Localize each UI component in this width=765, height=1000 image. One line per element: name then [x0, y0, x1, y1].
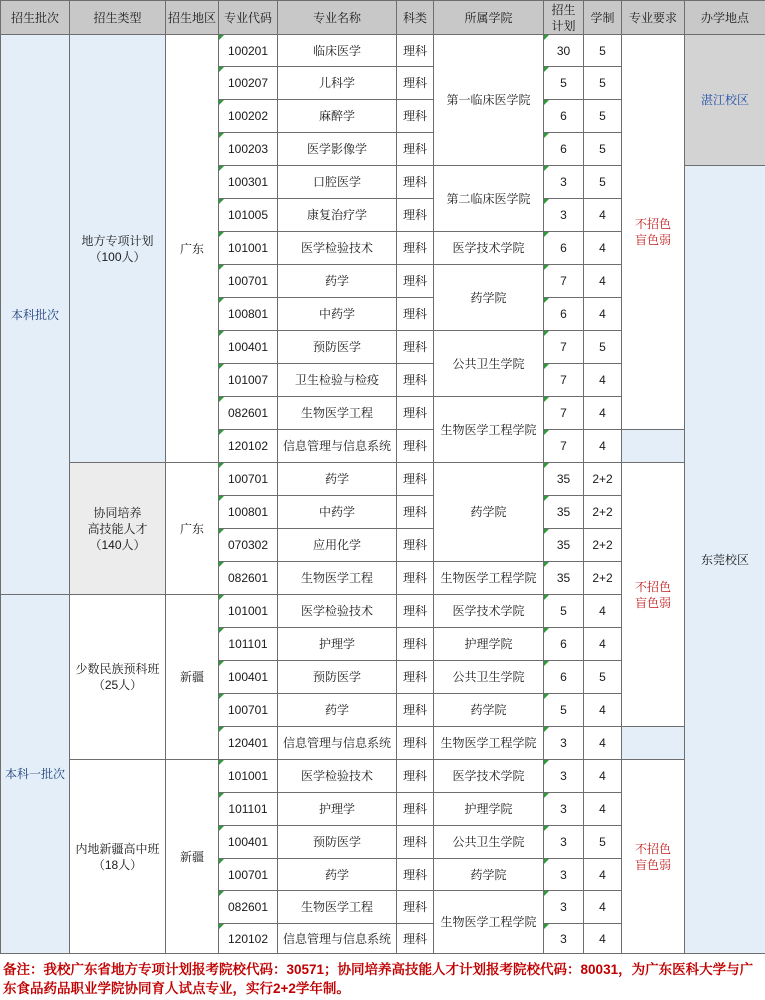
header-name: 专业名称 — [278, 1, 397, 35]
plan-cell: 3 — [544, 826, 584, 859]
header-region: 招生地区 — [166, 1, 219, 35]
name-cell: 信息管理与信息系统 — [278, 924, 397, 954]
college-cell-text: 公共卫生学院 — [452, 835, 525, 849]
plan-cell: 35 — [544, 496, 584, 529]
plan-cell: 3 — [544, 891, 584, 924]
header-plan-line2: 计划 — [551, 18, 576, 33]
subject-cell: 理科 — [397, 694, 434, 727]
campus-cell-dongguan — [685, 166, 765, 954]
name-cell: 预防医学 — [278, 331, 397, 364]
years-cell: 5 — [584, 331, 622, 364]
code-cell: 101101 — [219, 793, 278, 826]
header-college: 所属学院 — [434, 1, 544, 35]
subject-cell: 理科 — [397, 891, 434, 924]
type-cell-xinjiang-text: 内地新疆高中班 — [75, 841, 160, 856]
name-cell: 康复治疗学 — [278, 199, 397, 232]
table-row — [1, 463, 765, 496]
region-cell-guangdong-2 — [166, 463, 219, 595]
years-cell: 4 — [584, 199, 622, 232]
subject-cell: 理科 — [397, 430, 434, 463]
plan-cell: 30 — [544, 35, 584, 67]
code-cell: 120102 — [219, 924, 278, 954]
college-cell — [434, 463, 544, 562]
name-cell: 护理学 — [278, 628, 397, 661]
name-cell: 卫生检验与检疫 — [278, 364, 397, 397]
years-cell: 5 — [584, 661, 622, 694]
college-cell — [434, 397, 544, 463]
years-cell: 4 — [584, 694, 622, 727]
years-cell: 5 — [584, 166, 622, 199]
years-cell: 4 — [584, 924, 622, 954]
type-cell-minority-text: （25人） — [92, 678, 143, 692]
college-cell-text: 药学院 — [470, 867, 507, 882]
requirement-cell — [622, 35, 685, 430]
code-cell: 100401 — [219, 661, 278, 694]
code-cell: 101001 — [219, 595, 278, 628]
table-body — [1, 35, 765, 954]
code-cell: 100701 — [219, 694, 278, 727]
campus-cell-zhanjiang-text: 湛江校区 — [700, 93, 749, 107]
college-cell-text: 药学院 — [470, 505, 507, 519]
subject-cell: 理科 — [397, 924, 434, 954]
name-cell: 预防医学 — [278, 826, 397, 859]
years-cell: 5 — [584, 826, 622, 859]
code-cell: 101001 — [219, 232, 278, 265]
years-cell: 4 — [584, 628, 622, 661]
subject-cell: 理科 — [397, 529, 434, 562]
subject-cell: 理科 — [397, 232, 434, 265]
college-cell — [434, 562, 544, 595]
code-cell: 100401 — [219, 826, 278, 859]
requirement-cell-text: 不招色盲色弱 — [634, 841, 671, 872]
subject-cell: 理科 — [397, 628, 434, 661]
plan-cell: 7 — [544, 364, 584, 397]
name-cell: 医学检验技术 — [278, 595, 397, 628]
plan-cell: 3 — [544, 924, 584, 954]
years-cell: 4 — [584, 397, 622, 430]
years-cell: 2+2 — [584, 562, 622, 595]
region-cell-xinjiang — [166, 595, 219, 760]
college-cell — [434, 595, 544, 628]
plan-cell: 6 — [544, 298, 584, 331]
college-cell-text: 生物医学工程学院 — [440, 571, 537, 585]
header-years: 学制 — [584, 1, 622, 35]
code-cell: 101101 — [219, 628, 278, 661]
subject-cell: 理科 — [397, 463, 434, 496]
header-code: 专业代码 — [219, 1, 278, 35]
subject-cell: 理科 — [397, 133, 434, 166]
name-cell: 药学 — [278, 694, 397, 727]
code-cell: 082601 — [219, 397, 278, 430]
college-cell — [434, 265, 544, 331]
subject-cell: 理科 — [397, 298, 434, 331]
college-cell-text: 生物医学工程学院 — [440, 736, 537, 750]
code-cell: 100701 — [219, 859, 278, 891]
code-cell: 100801 — [219, 496, 278, 529]
years-cell: 4 — [584, 430, 622, 463]
name-cell: 口腔医学 — [278, 166, 397, 199]
region-cell-guangdong-text: 广东 — [179, 241, 204, 256]
college-cell — [434, 232, 544, 265]
subject-cell: 理科 — [397, 793, 434, 826]
code-cell: 082601 — [219, 562, 278, 595]
subject-cell: 理科 — [397, 595, 434, 628]
name-cell: 中药学 — [278, 496, 397, 529]
years-cell: 5 — [584, 35, 622, 67]
code-cell: 101001 — [219, 760, 278, 793]
college-cell — [434, 628, 544, 661]
plan-cell: 6 — [544, 628, 584, 661]
college-cell — [434, 859, 544, 891]
requirement-empty-cell — [622, 430, 685, 463]
college-cell-text: 药学院 — [470, 703, 507, 717]
plan-cell: 6 — [544, 133, 584, 166]
years-cell: 4 — [584, 265, 622, 298]
subject-cell: 理科 — [397, 35, 434, 67]
college-cell-text: 药学院 — [470, 290, 507, 305]
subject-cell: 理科 — [397, 760, 434, 793]
type-cell-coop-text: （140人） — [89, 537, 146, 552]
name-cell: 医学检验技术 — [278, 760, 397, 793]
plan-cell: 3 — [544, 793, 584, 826]
years-cell: 2+2 — [584, 496, 622, 529]
batch-cell-bk1 — [1, 595, 70, 954]
table-row — [1, 760, 765, 793]
requirement-cell-text: 不招色盲色弱 — [634, 579, 671, 610]
subject-cell: 理科 — [397, 199, 434, 232]
name-cell: 中药学 — [278, 298, 397, 331]
requirement-empty-cell — [622, 727, 685, 760]
name-cell: 应用化学 — [278, 529, 397, 562]
code-cell: 100203 — [219, 133, 278, 166]
subject-cell: 理科 — [397, 100, 434, 133]
header-requirement: 专业要求 — [622, 1, 685, 35]
type-cell-minority — [70, 595, 166, 760]
plan-cell: 6 — [544, 232, 584, 265]
name-cell: 药学 — [278, 859, 397, 891]
years-cell: 5 — [584, 133, 622, 166]
name-cell: 信息管理与信息系统 — [278, 430, 397, 463]
region-cell-guangdong — [166, 35, 219, 463]
subject-cell: 理科 — [397, 826, 434, 859]
plan-cell: 35 — [544, 529, 584, 562]
requirement-cell-text: 不招色盲色弱 — [634, 217, 671, 247]
plan-cell: 5 — [544, 595, 584, 628]
college-cell-text: 医学技术学院 — [452, 241, 525, 255]
subject-cell: 理科 — [397, 265, 434, 298]
subject-cell: 理科 — [397, 166, 434, 199]
type-cell-coop-text: 协同培养 — [93, 505, 142, 520]
name-cell: 药学 — [278, 463, 397, 496]
years-cell: 4 — [584, 364, 622, 397]
subject-cell: 理科 — [397, 562, 434, 595]
subject-cell: 理科 — [397, 364, 434, 397]
plan-cell: 3 — [544, 727, 584, 760]
college-cell-text: 第二临床医学院 — [446, 191, 531, 206]
plan-cell: 5 — [544, 694, 584, 727]
subject-cell: 理科 — [397, 331, 434, 364]
region-cell-guangdong-2-text: 广东 — [179, 521, 204, 536]
college-cell — [434, 826, 544, 859]
name-cell: 生物医学工程 — [278, 891, 397, 924]
years-cell: 2+2 — [584, 463, 622, 496]
name-cell: 信息管理与信息系统 — [278, 727, 397, 760]
plan-cell: 35 — [544, 463, 584, 496]
subject-cell: 理科 — [397, 496, 434, 529]
type-cell-local-text: 地方专项计划 — [81, 233, 154, 248]
years-cell: 4 — [584, 891, 622, 924]
college-cell-text: 公共卫生学院 — [452, 670, 525, 684]
batch-cell-bk — [1, 35, 70, 595]
subject-cell: 理科 — [397, 859, 434, 891]
college-cell-text: 公共卫生学院 — [452, 356, 525, 371]
name-cell: 生物医学工程 — [278, 397, 397, 430]
plan-cell: 6 — [544, 100, 584, 133]
name-cell: 生物医学工程 — [278, 562, 397, 595]
years-cell: 5 — [584, 67, 622, 100]
type-cell-xinjiang-text: （18人） — [92, 857, 143, 872]
years-cell: 4 — [584, 727, 622, 760]
plan-cell: 3 — [544, 760, 584, 793]
batch-cell-bk1-text: 本科一批次 — [4, 767, 65, 781]
years-cell: 4 — [584, 793, 622, 826]
plan-cell: 7 — [544, 331, 584, 364]
college-cell — [434, 331, 544, 397]
college-cell — [434, 166, 544, 232]
code-cell: 100701 — [219, 265, 278, 298]
plan-cell: 35 — [544, 562, 584, 595]
name-cell: 预防医学 — [278, 661, 397, 694]
name-cell: 临床医学 — [278, 35, 397, 67]
code-cell: 100201 — [219, 35, 278, 67]
code-cell: 101005 — [219, 199, 278, 232]
type-cell-xinjiang — [70, 760, 166, 954]
years-cell: 2+2 — [584, 529, 622, 562]
college-cell — [434, 694, 544, 727]
plan-cell: 5 — [544, 67, 584, 100]
region-cell-xinjiang-text: 新疆 — [179, 670, 204, 684]
code-cell: 101007 — [219, 364, 278, 397]
header-campus: 办学地点 — [685, 1, 765, 35]
subject-cell: 理科 — [397, 661, 434, 694]
plan-cell: 3 — [544, 859, 584, 891]
college-cell — [434, 35, 544, 166]
table-row — [1, 35, 765, 67]
plan-cell: 7 — [544, 265, 584, 298]
plan-cell: 7 — [544, 430, 584, 463]
college-cell-text: 第一临床医学院 — [446, 93, 531, 107]
name-cell: 护理学 — [278, 793, 397, 826]
college-cell — [434, 727, 544, 760]
name-cell: 医学影像学 — [278, 133, 397, 166]
code-cell: 100202 — [219, 100, 278, 133]
subject-cell: 理科 — [397, 67, 434, 100]
subject-cell: 理科 — [397, 727, 434, 760]
plan-cell: 6 — [544, 661, 584, 694]
college-cell — [434, 661, 544, 694]
years-cell: 4 — [584, 298, 622, 331]
requirement-cell — [622, 463, 685, 727]
header-subject: 科类 — [397, 1, 434, 35]
header-row — [1, 1, 765, 35]
college-cell — [434, 891, 544, 954]
name-cell: 儿科学 — [278, 67, 397, 100]
batch-cell-bk-text: 本科批次 — [10, 307, 59, 322]
years-cell: 4 — [584, 595, 622, 628]
code-cell: 100301 — [219, 166, 278, 199]
college-cell-text: 医学技术学院 — [452, 604, 525, 618]
college-cell-text: 护理学院 — [464, 802, 513, 816]
college-cell-text: 医学技术学院 — [452, 769, 525, 783]
type-cell-local — [70, 35, 166, 463]
header-type: 招生类型 — [70, 1, 166, 35]
college-cell-text: 护理学院 — [464, 637, 513, 651]
region-cell-xinjiang-2-text: 新疆 — [179, 849, 204, 864]
years-cell: 4 — [584, 232, 622, 265]
campus-cell-zhanjiang — [685, 35, 765, 166]
requirement-cell — [622, 760, 685, 954]
code-cell: 120401 — [219, 727, 278, 760]
type-cell-minority-text: 少数民族预科班 — [75, 662, 160, 676]
plan-cell: 3 — [544, 166, 584, 199]
college-cell — [434, 793, 544, 826]
plan-cell: 3 — [544, 199, 584, 232]
years-cell: 4 — [584, 760, 622, 793]
campus-cell-dongguan-text: 东莞校区 — [700, 552, 749, 567]
college-cell-text: 生物医学工程学院 — [440, 422, 537, 437]
code-cell: 070302 — [219, 529, 278, 562]
code-cell: 100207 — [219, 67, 278, 100]
years-cell: 4 — [584, 859, 622, 891]
code-cell: 082601 — [219, 891, 278, 924]
header-plan-line1: 招生 — [551, 2, 576, 17]
region-cell-xinjiang-2 — [166, 760, 219, 954]
subject-cell: 理科 — [397, 397, 434, 430]
header-batch: 招生批次 — [1, 1, 70, 35]
code-cell: 120102 — [219, 430, 278, 463]
footnote: 备注：我校广东省地方专项计划报考院校代码：30571；协同培养高技能人才计划报考院校代码：80031，为广东医科大学与广东食品药品职业学院协同育人试点专业，实行2+2学年制。 — [3, 962, 754, 996]
code-cell: 100701 — [219, 463, 278, 496]
plan-cell: 7 — [544, 397, 584, 430]
code-cell: 100801 — [219, 298, 278, 331]
college-cell-text: 生物医学工程学院 — [440, 915, 537, 929]
name-cell: 麻醉学 — [278, 100, 397, 133]
college-cell — [434, 760, 544, 793]
name-cell: 药学 — [278, 265, 397, 298]
code-cell: 100401 — [219, 331, 278, 364]
name-cell: 医学检验技术 — [278, 232, 397, 265]
years-cell: 5 — [584, 100, 622, 133]
header-plan — [544, 1, 584, 35]
type-cell-coop — [70, 463, 166, 595]
type-cell-local-text: （100人） — [89, 249, 146, 264]
type-cell-coop-text: 高技能人才 — [87, 521, 148, 536]
